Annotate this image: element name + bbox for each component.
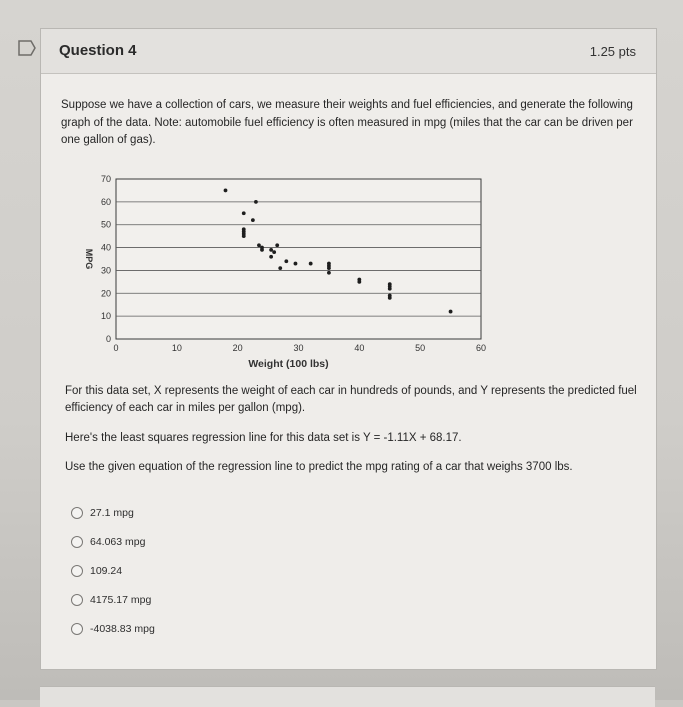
question-points: 1.25 pts [589, 44, 636, 59]
data-point [327, 271, 331, 275]
question-card [40, 28, 657, 670]
data-point [449, 310, 453, 314]
answer-label: 4175.17 mpg [90, 594, 152, 606]
data-point [278, 266, 282, 270]
answer-option-1[interactable] [71, 504, 134, 522]
instruction-paragraph: Use the given equation of the regression line to predict the mpg rating of a car that weighs 3700 lbs. [65, 461, 573, 473]
data-point [357, 280, 361, 284]
answer-option-5[interactable] [71, 620, 155, 638]
y-axis-label: MPG [84, 248, 94, 270]
radio-button[interactable] [71, 536, 83, 548]
regression-paragraph: Here's the least squares regression line for this data set is Y = -1.11X + 68.17. [65, 432, 462, 444]
radio-button[interactable] [71, 594, 83, 606]
x-tick-label: 60 [475, 343, 486, 353]
data-point [272, 250, 276, 254]
answer-option-3[interactable] [71, 562, 122, 580]
plot-frame [116, 179, 481, 339]
x-tick-label: 10 [171, 343, 182, 353]
y-tick-label: 20 [100, 288, 111, 299]
data-point [327, 264, 331, 268]
x-tick-label: 30 [293, 343, 304, 353]
y-tick-label: 0 [105, 334, 111, 344]
data-point [284, 259, 288, 263]
data-point [242, 211, 246, 215]
y-tick-label: 70 [100, 174, 111, 184]
next-question-card-edge [40, 686, 655, 707]
radio-button[interactable] [71, 565, 83, 577]
x-tick-label: 40 [354, 343, 365, 353]
scatter-chart-svg [66, 169, 486, 374]
data-point [269, 248, 273, 252]
data-point [257, 243, 261, 247]
data-point [388, 287, 392, 291]
data-point [275, 243, 279, 247]
answer-label: 64.063 mpg [90, 536, 146, 548]
radio-button[interactable] [71, 623, 83, 635]
radio-button[interactable] [71, 507, 83, 519]
flag-icon[interactable] [18, 40, 38, 58]
question-header [41, 29, 656, 74]
y-tick-label: 30 [100, 265, 111, 276]
data-point [224, 189, 228, 193]
data-point [309, 262, 313, 266]
answer-label: -4038.83 mpg [90, 623, 155, 635]
data-point [254, 200, 258, 204]
y-tick-label: 40 [100, 242, 111, 253]
data-point [260, 246, 264, 250]
x-tick-label: 50 [415, 343, 426, 353]
variables-paragraph: For this data set, X represents the weight of each car in hundreds of pounds, and Y represents the predicted fuel efficiency of each car in miles per gallon (mpg). [65, 385, 637, 414]
x-tick-label: 0 [113, 343, 119, 353]
scatter-chart [66, 169, 486, 374]
answer-label: 27.1 mpg [90, 507, 134, 519]
data-point [251, 218, 255, 222]
data-point [388, 296, 392, 300]
question-title: Question 4 [59, 42, 137, 59]
answer-option-2[interactable] [71, 533, 145, 551]
data-point [269, 255, 273, 259]
data-point [294, 262, 298, 266]
y-tick-label: 10 [100, 311, 111, 322]
answer-label: 109.24 [90, 565, 123, 577]
x-axis-label: Weight (100 lbs) [248, 358, 329, 370]
question-prompt: Suppose we have a collection of cars, we measure their weights and fuel efficiencies, and generate the following graph of the data. Note: automobile fuel efficiency is often measured in mpg (miles that the car can be driven per one gallon of gas). [61, 99, 633, 146]
y-tick-label: 60 [100, 196, 111, 207]
x-tick-label: 20 [232, 343, 243, 353]
y-tick-label: 50 [100, 219, 111, 230]
answer-option-4[interactable] [71, 591, 151, 609]
data-point [242, 234, 246, 238]
